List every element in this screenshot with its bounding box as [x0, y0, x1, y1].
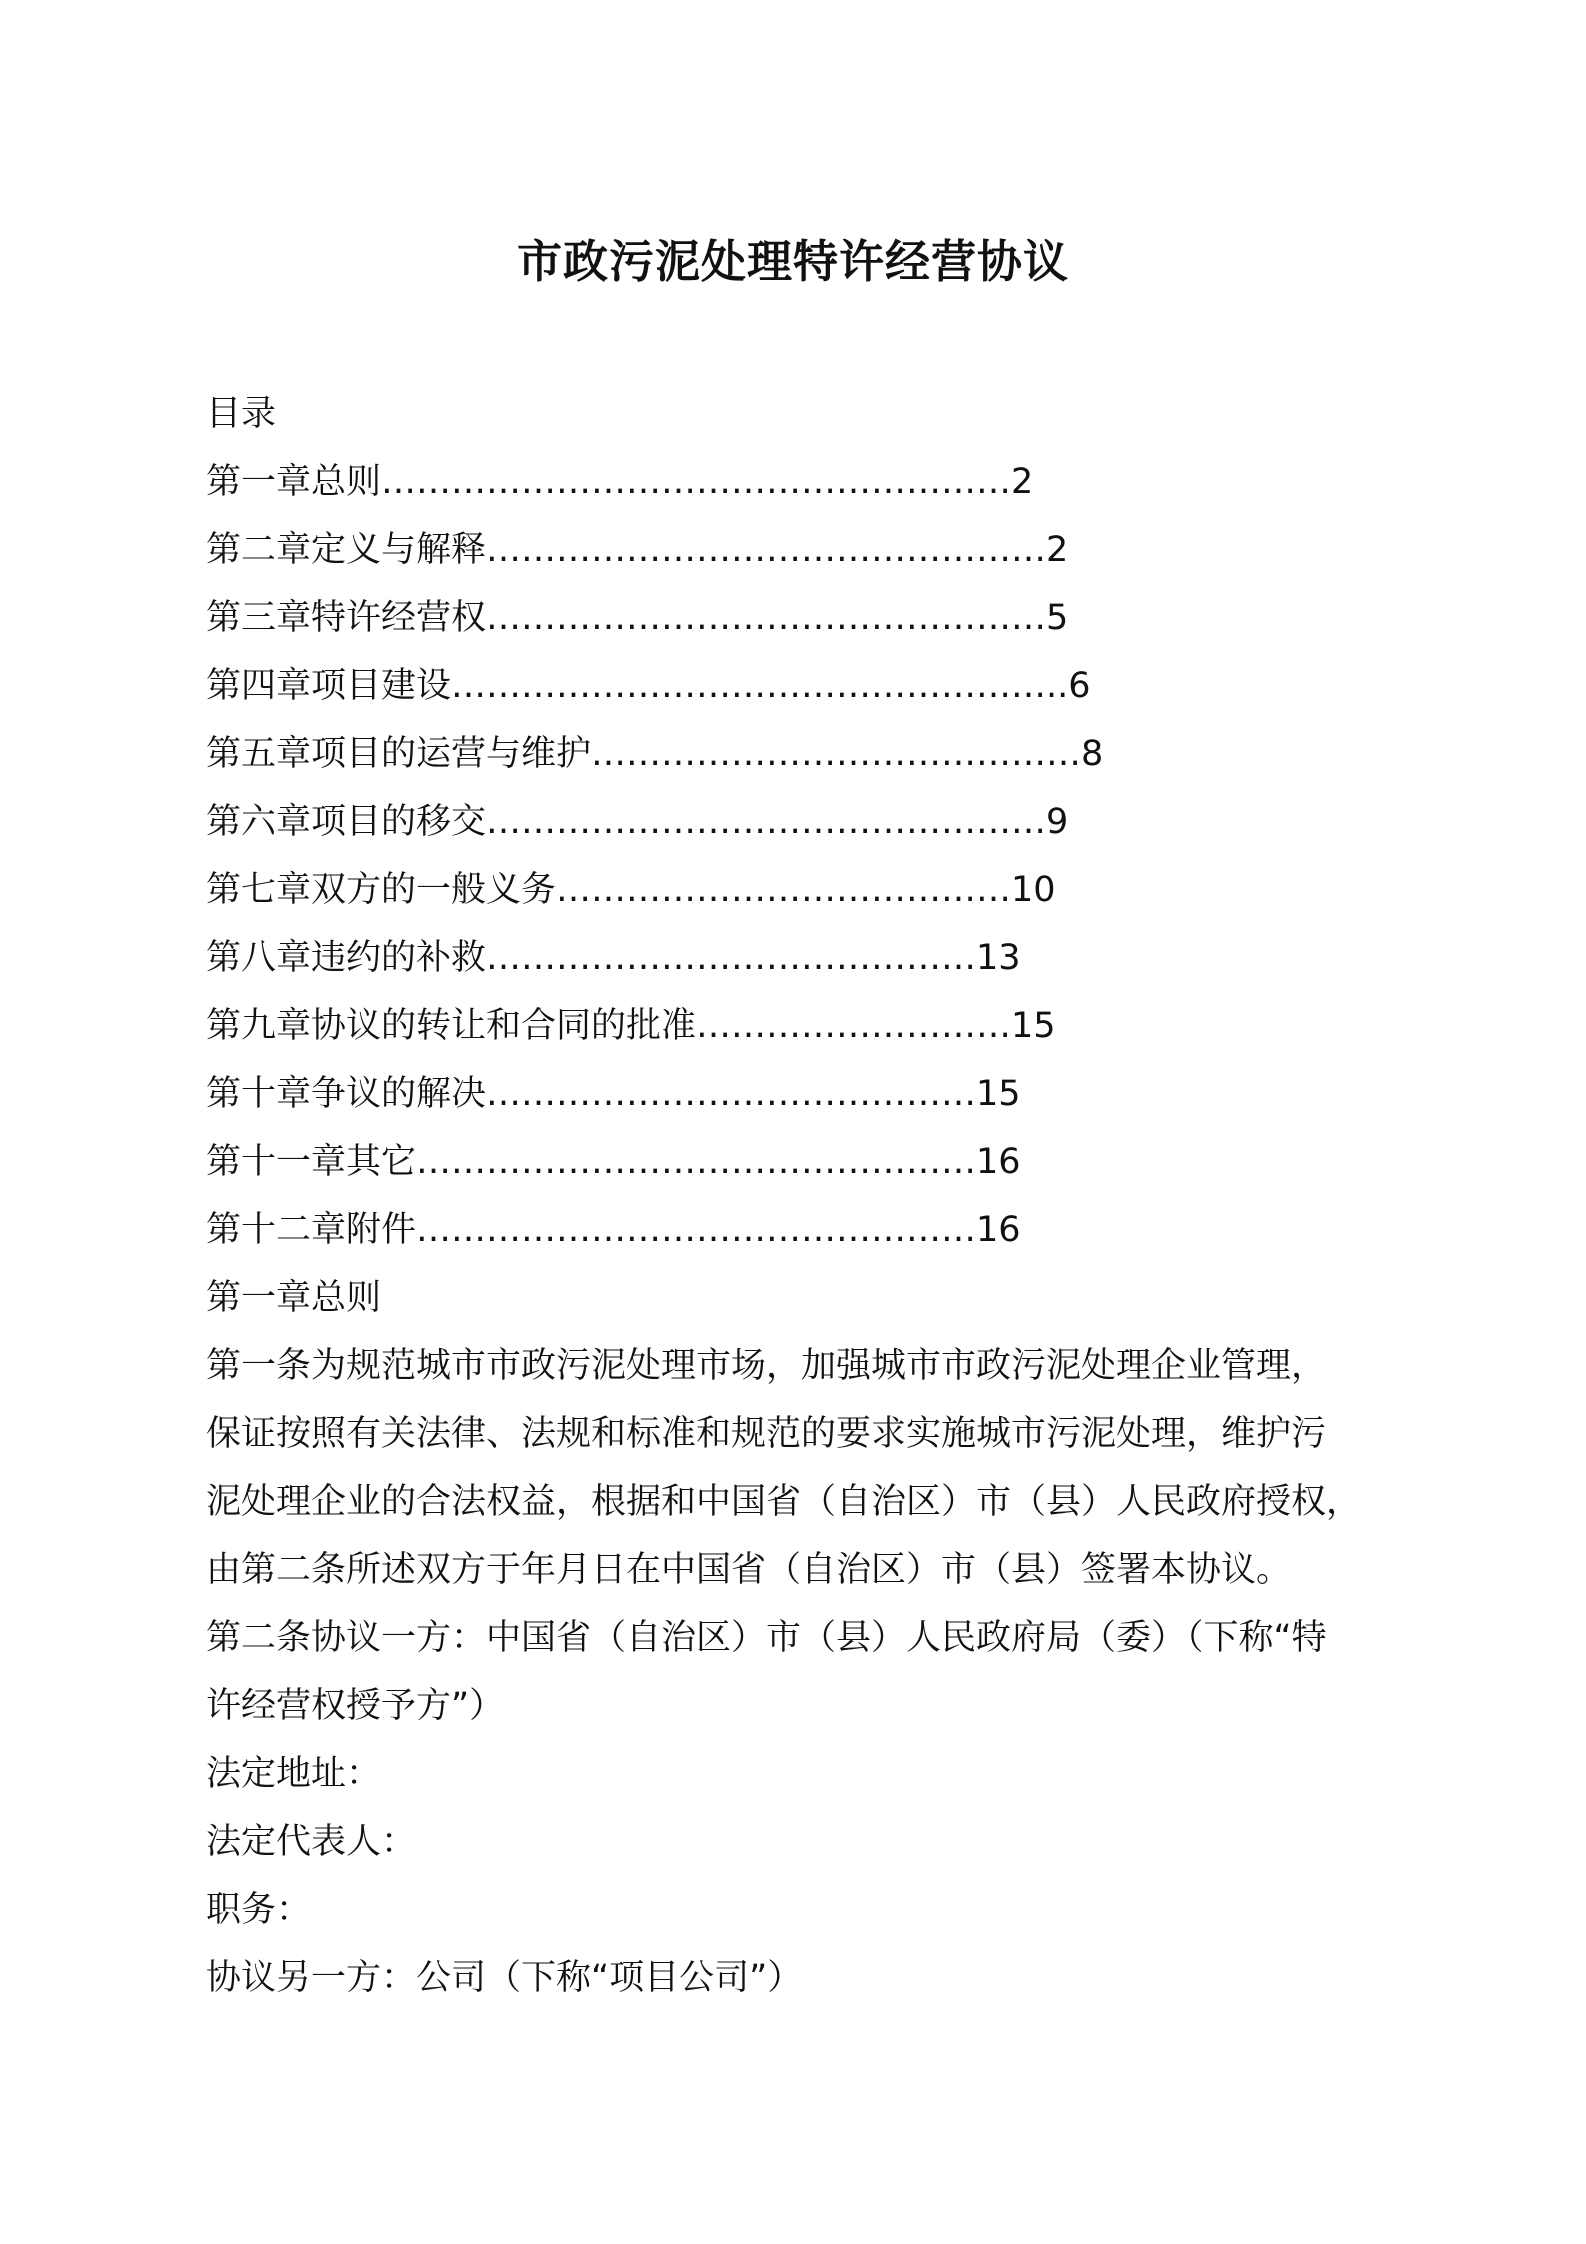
toc-entry-leader: ……………………………………………: [451, 666, 1047, 706]
paragraph-line: 第二条协议一方：中国省（自治区）市（县）人民政府局（委）（下称“特: [206, 1618, 1327, 1658]
paragraph-line: 由第二条所述双方于年月日在中国省（自治区）市（县）签署本协议。: [206, 1550, 1292, 1590]
paragraph-line: 泥处理企业的合法权益，根据和中国省（自治区）市（县）人民政府授权，: [206, 1482, 1362, 1522]
article-2-paragraph: [206, 1604, 1406, 1740]
toc-entry-leader: …………………………………: [556, 870, 1012, 910]
toc-entry-page: 5: [1046, 598, 1069, 638]
paragraph-line: 保证按照有关法律、法规和标准和规范的要求实施城市污泥处理，维护污: [206, 1414, 1327, 1454]
toc-entry-page: 2: [1011, 462, 1034, 502]
toc-entry: [206, 516, 1406, 584]
other-party-field: 协议另一方：公司（下称“项目公司”）: [206, 1958, 803, 1998]
toc-entry-leader: …………………………………………: [486, 598, 1047, 638]
toc-entry-page: 9: [1046, 802, 1069, 842]
toc-entry-leader: …………………………………………: [416, 1210, 977, 1250]
toc-entry-leader: ………………………: [696, 1006, 1012, 1046]
toc-entry: [206, 720, 1406, 788]
toc-entry: [206, 992, 1406, 1060]
toc-entry: [206, 448, 1406, 516]
toc-entry: [206, 584, 1406, 652]
toc-entry-leader: ……………………………………: [486, 1074, 977, 1114]
toc-entry: [206, 856, 1406, 924]
toc-entry-label: 第十二章附件: [206, 1210, 417, 1250]
toc-entry-leader: ……………………………………: [486, 938, 977, 978]
toc-entry-page: 15: [1011, 1006, 1056, 1046]
document-title: 市政污泥处理特许经营协议: [516, 235, 1069, 288]
toc-entry-label: 第六章项目的移交: [206, 802, 487, 842]
toc-entry-leader: ………………………………………………: [381, 462, 1012, 502]
toc-entry-label: 第二章定义与解释: [206, 530, 487, 570]
legal-representative-field: 法定代表人：: [206, 1822, 417, 1862]
toc-entry-label: 第五章项目的运营与维护: [206, 734, 592, 774]
chapter-heading: 第一章总则: [206, 1278, 382, 1318]
toc-entry-page: ..6: [1046, 666, 1091, 706]
toc-entry: [206, 924, 1406, 992]
toc-entry-page: 16: [976, 1142, 1021, 1182]
toc-entry: [206, 1128, 1406, 1196]
paragraph-line: 第一条为规范城市市政污泥处理市场，加强城市市政污泥处理企业管理，: [206, 1346, 1327, 1386]
toc-entry-page: 13: [976, 938, 1021, 978]
toc-entry-label: 第九章协议的转让和合同的批准: [206, 1006, 697, 1046]
toc-entry-label: 第七章双方的一般义务: [206, 870, 557, 910]
position-field: 职务：: [206, 1890, 312, 1930]
toc-entry-label: 第一章总则: [206, 462, 382, 502]
table-of-contents: [206, 448, 1406, 1264]
toc-entry: [206, 788, 1406, 856]
legal-address-field: 法定地址：: [206, 1754, 382, 1794]
toc-entry-page: 8: [1081, 734, 1104, 774]
toc-entry-leader: ……………………………………: [591, 734, 1082, 774]
toc-entry-page: 2: [1046, 530, 1069, 570]
toc-entry-page: 10: [1011, 870, 1056, 910]
toc-entry: [206, 1196, 1406, 1264]
toc-entry-leader: …………………………………………: [486, 530, 1047, 570]
toc-entry-label: 第三章特许经营权: [206, 598, 487, 638]
toc-entry: [206, 1060, 1406, 1128]
paragraph-line: 许经营权授予方”）: [206, 1686, 505, 1726]
toc-entry-label: 第十章争议的解决: [206, 1074, 487, 1114]
toc-entry-label: 第十一章其它: [206, 1142, 417, 1182]
toc-entry-leader: …………………………………………: [486, 802, 1047, 842]
toc-entry-page: 15: [976, 1074, 1021, 1114]
toc-entry-label: 第四章项目建设: [206, 666, 452, 706]
toc-entry-leader: …………………………………………: [416, 1142, 977, 1182]
toc-heading: 目录: [206, 394, 277, 434]
toc-entry-label: 第八章违约的补救: [206, 938, 487, 978]
article-1-paragraph: [206, 1332, 1406, 1604]
toc-entry-page: 16: [976, 1210, 1021, 1250]
document-body: [206, 380, 1406, 2012]
toc-entry: [206, 652, 1406, 720]
